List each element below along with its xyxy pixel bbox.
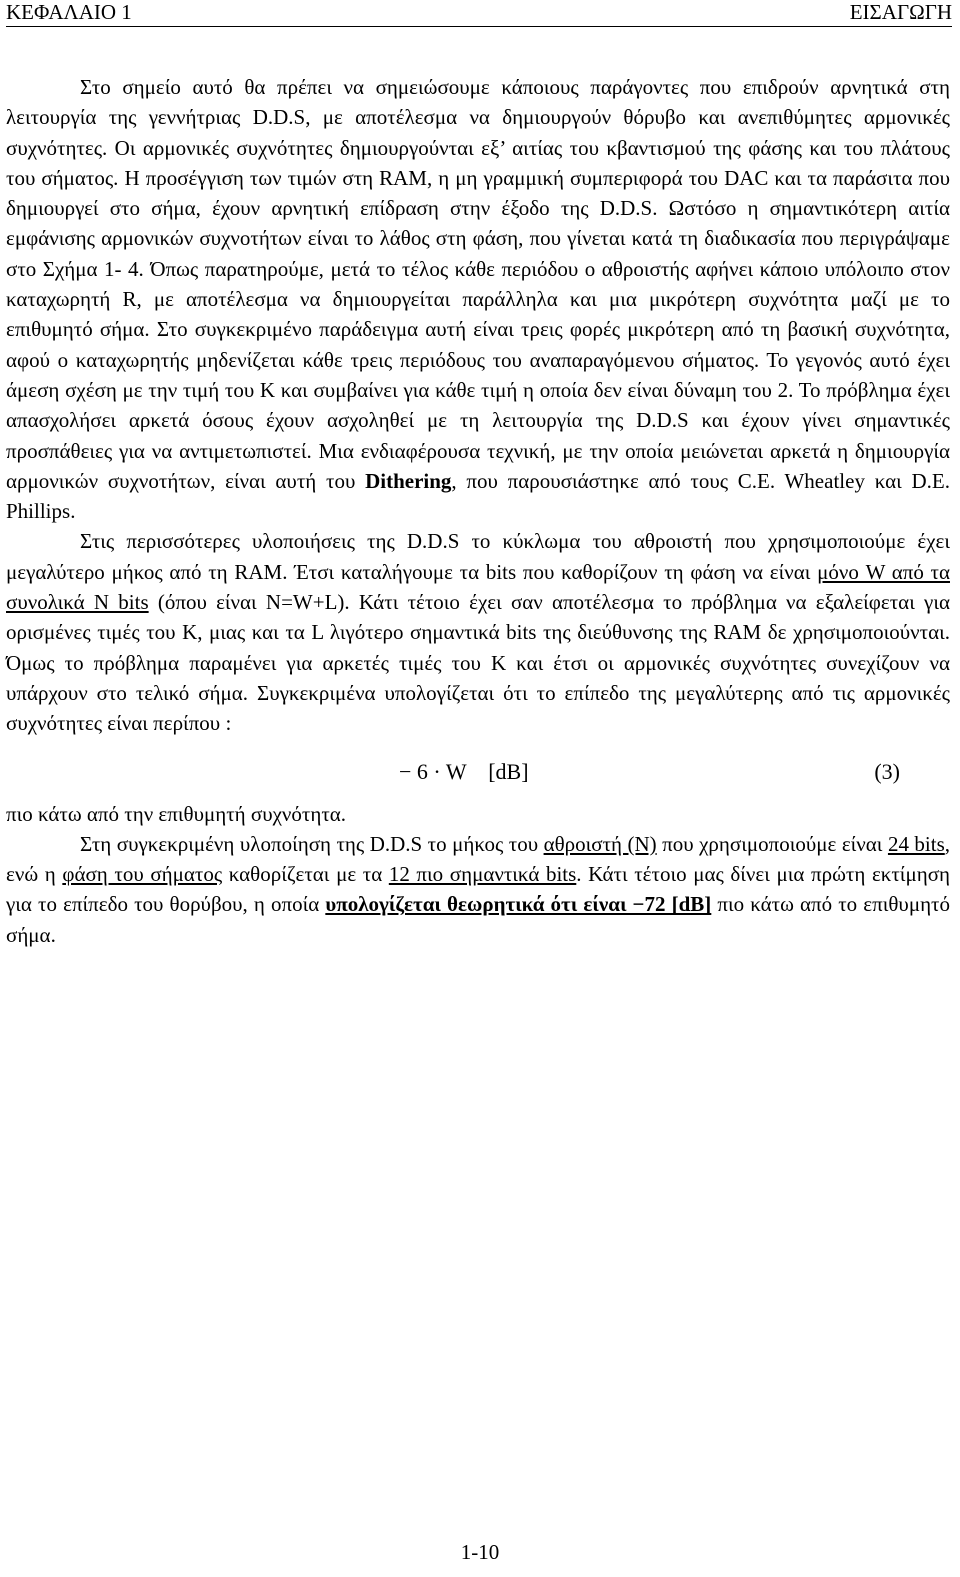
paragraph: πιο κάτω από την επιθυμητή συχνότητα. <box>6 801 347 826</box>
underlined-text: μόνο W από τα συνολικά N bits <box>6 559 950 615</box>
text-run: πιο κάτω από το επιθυμητό σήμα. <box>6 892 950 947</box>
text-run: , ενώ η <box>6 831 951 887</box>
text-run: Στη συγκεκριμένη υλοποίηση της D.D.S το μήκος του <box>80 831 544 856</box>
page-number: 1-10 <box>460 1540 500 1564</box>
text-run: Στο σημείο αυτό θα πρέπει να σημειώσουμε κάποιους παράγοντες που επιδρούν αρνητικά στη λειτουργία της γεννήτριας D.D.S, με αποτέλεσμα να δημιουργούν θόρυβο και ανεπιθύμητες αρμονικές συχνότητες. Οι αρμονικές συχνότητες δημιουργούνται εξ’ αιτίας του κβαντισμού της φάσης και του πλάτους του σήματος. Η προσέγγιση των τιμών στη RAM, η μη γραμμική συμπεριφορά του DAC και τα παράσιτα που δημιουργεί στο σήμα, έχουν αρνητική επίδραση στην έξοδο της D.D.S. Ωστόσο η σημαντικότερη αιτία εμφάνισης αρμονικών συχνοτήτων είναι το λάθος στη φάση, που γίνεται κατά τη διαδικασία που περιγράψαμε στο Σχήμα 1- 4. Όπως παρατηρούμε, μετά το τέλος κάθε περιόδου ο αθροιστής αφήνει κάποιο υπόλοιπο στον καταχωρητή R, με αποτέλεσμα να δημιουργείται παράλληλα και μια μικρότερη συχνότητα μαζί με το επιθυμητό σήμα. Στο συγκεκριμένο παράδειγμα αυτή είναι τρεις φορές μικρότερη από τη βασική συχνότητα, αφού ο καταχωρητής μηδενίζεται κάθε τρεις περιόδους του αναπαραγόμενου σήματος. Το γεγονός αυτό έχει άμεση σχέση με την τιμή του K και συμβαίνει για κάθε τιμή η οποία δεν είναι δύναμη του 2. Το πρόβλημα έχει απασχολήσει αρκετά όσους έχουν ασχοληθεί με τη λειτουργία της D.D.S και έχουν γίνει σημαντικές προσπάθειες για να αντιμετωπιστεί. Μια ενδιαφέρουσα τεχνική, με την οποία μειώνεται αρκετά η δημιουργία αρμονικών συχνοτήτων, είναι αυτή του <box>6 75 950 493</box>
text-run: , που παρουσιάστηκε από τους C.E. Wheatley και D.E. Phillips. <box>6 468 950 524</box>
equation-number: (3) <box>874 758 900 784</box>
underlined-text: 12 πιο σημαντικά bits <box>388 862 577 887</box>
chapter-title: ΚΕΦΑΛΑΙΟ 1 <box>6 0 132 24</box>
text-run: (όπου είναι N=W+L). Κάτι τέτοιο έχει σαν αποτέλεσμα το πρόβλημα να εξαλείφεται για ορισμένες τιμές του K, μιας και τα L λιγότερο σημαντικά bits της διεύθυνσης της RAM δε χρησιμοποιούνται. Όμως το πρόβλημα παραμένει για αρκετές τιμές του K και έτσι οι αρμονικές συχνότητες συνεχίζουν να υπάρχουν στο τελικό σήμα. Συγκεκριμένα υπολογίζεται ότι το επίπεδο της μεγαλύτερης από τις αρμονικές συχνότητες είναι περίπου : <box>6 590 950 736</box>
document-body <box>6 72 950 950</box>
section-title: ΕΙΣΑΓΩΓΗ <box>849 0 952 24</box>
paragraph <box>6 526 950 738</box>
bold-term: Dithering <box>365 468 452 493</box>
text-run: καθορίζεται με τα <box>222 862 389 887</box>
bold-underlined-text: υπολογίζεται θεωρητικά ότι είναι −72 [dB] <box>325 892 712 917</box>
underlined-text: φάση του σήματος <box>62 862 223 887</box>
equation-expression: − 6 · W [dB] <box>399 758 529 784</box>
underlined-text: αθροιστή (N) <box>543 831 657 856</box>
text-run: Στις περισσότερες υλοποιήσεις της D.D.S το κύκλωμα του αθροιστή που χρησιμοποιούμε έχει μεγαλύτερο μήκος από τη RAM. Έτσι καταλήγουμε τα bits που καθορίζουν τη φάση να είναι <box>6 529 950 584</box>
underlined-text: 24 bits <box>887 831 945 856</box>
text-run: που χρησιμοποιούμε είναι <box>656 831 888 856</box>
equation <box>6 739 950 799</box>
page-header <box>6 0 952 27</box>
paragraph <box>6 72 950 526</box>
paragraph <box>6 829 950 950</box>
text-run: . Κάτι τέτοιο μας δίνει μια πρώτη εκτίμηση για το επίπεδο του θορύβου, η οποία <box>6 862 950 917</box>
